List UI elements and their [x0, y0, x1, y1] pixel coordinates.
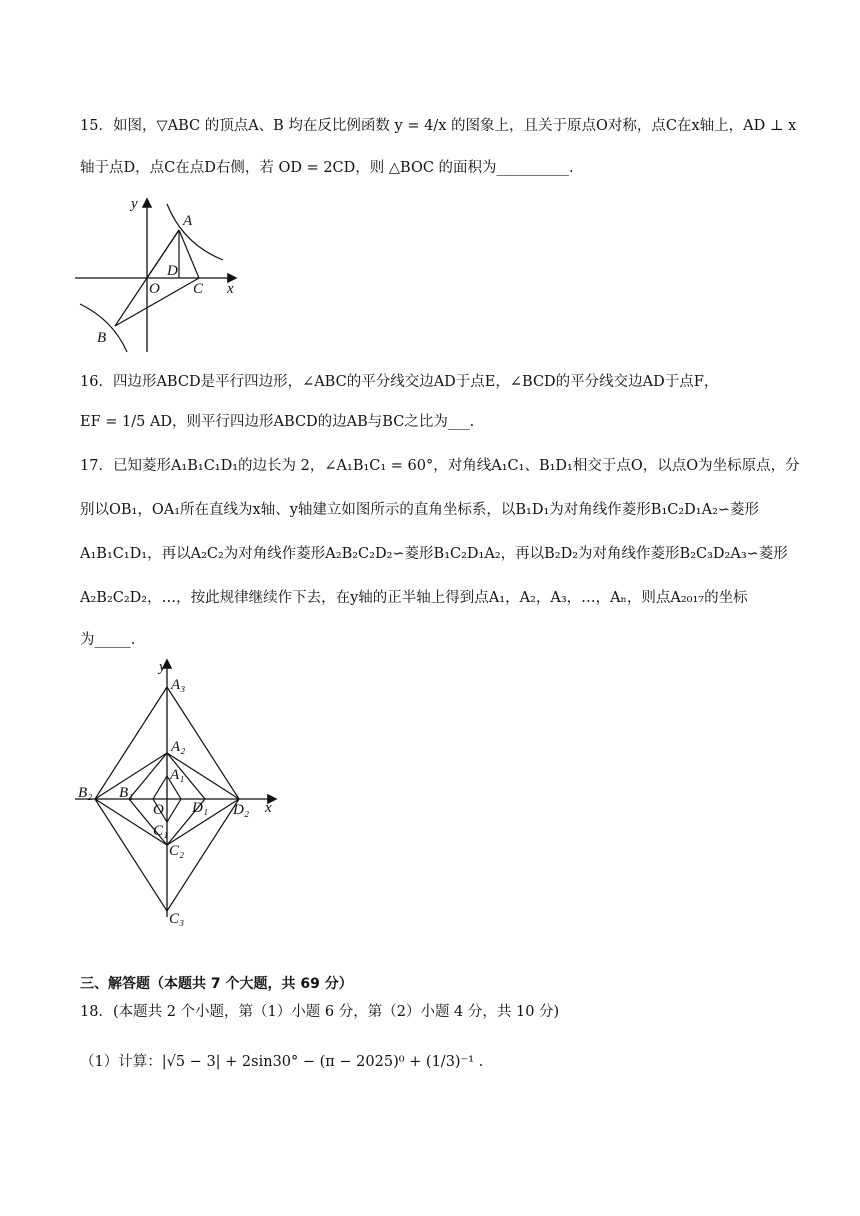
label-b1: B₁ [119, 785, 134, 801]
label-b2: B₂ [78, 785, 93, 801]
label-d1: D₁ [192, 800, 209, 816]
label-c1: C₁ [153, 823, 169, 839]
hyperbola-branch-1 [167, 204, 223, 260]
label-b: B [97, 330, 107, 346]
q17-line-2: 别以OB₁，OA₁所在直线为x轴、y轴建立如图所示的直角坐标系，以B₁D₁为对角线作菱形B₁C₂D₁A₂∽菱形 [80, 502, 760, 518]
label-x: x [227, 281, 234, 297]
label-o: O [153, 802, 164, 818]
q17-line-1: 17．已知菱形A₁B₁C₁D₁的边长为 2，∠A₁B₁C₁ = 60°，对角线A₁C₁、B₁D₁相交于点O，以点O为坐标原点，分 [80, 458, 800, 474]
label-d: D [167, 263, 178, 279]
figure-q17 [75, 655, 285, 927]
label-a: A [183, 213, 193, 229]
q15-line-1: 15．如图，▽ABC 的顶点A、B 均在反比例函数 y = 4/x 的图象上，且关于原点O对称，点C在x轴上，AD ⊥ x [80, 118, 797, 134]
label-d2: D₂ [233, 802, 250, 818]
label-y: y [159, 659, 166, 675]
q16-line-1: 16．四边形ABCD是平行四边形，∠ABC的平分线交边AD于点E，∠BCD的平分线交边AD于点F， [80, 374, 719, 390]
section-heading: 三、解答题（本题共 7 个大题，共 69 分） [80, 976, 353, 992]
label-a3: A₃ [171, 677, 186, 693]
label-o: O [149, 281, 160, 297]
label-a2: A₂ [171, 739, 186, 755]
label-c3: C₃ [169, 911, 185, 927]
q17-line-5: 为_____. [80, 632, 136, 648]
label-c: C [193, 281, 204, 297]
label-a1: A₁ [170, 767, 185, 783]
q16-line-2: EF = 1/5 AD，则平行四边形ABCD的边AB与BC之比为___. [80, 414, 475, 430]
label-y: y [131, 196, 138, 212]
label-c2: C₂ [169, 843, 185, 859]
label-x: x [265, 800, 272, 816]
figure-q15 [75, 192, 245, 357]
q17-line-4: A₂B₂C₂D₂，…，按此规律继续作下去，在y轴的正半轴上得到点A₁，A₂，A₃，…，Aₙ，则点A₂₀₁₇的坐标 [80, 590, 748, 606]
q15-line-2: 轴于点D，点C在点D右侧，若 OD = 2CD，则 △BOC 的面积为__________. [80, 160, 574, 176]
q18-header: 18．(本题共 2 个小题，第（1）小题 6 分，第（2）小题 4 分，共 10 分) [80, 1004, 560, 1020]
q17-line-3: A₁B₁C₁D₁，再以A₂C₂为对角线作菱形A₂B₂C₂D₂∽菱形B₁C₂D₁A₂，再以B₂D₂为对角线作菱形B₂C₃D₂A₃∽菱形 [80, 546, 788, 562]
q18-part-1: （1）计算：|√5 − 3| + 2sin30° − (π − 2025)⁰ + (1/3)⁻¹ . [80, 1054, 484, 1070]
